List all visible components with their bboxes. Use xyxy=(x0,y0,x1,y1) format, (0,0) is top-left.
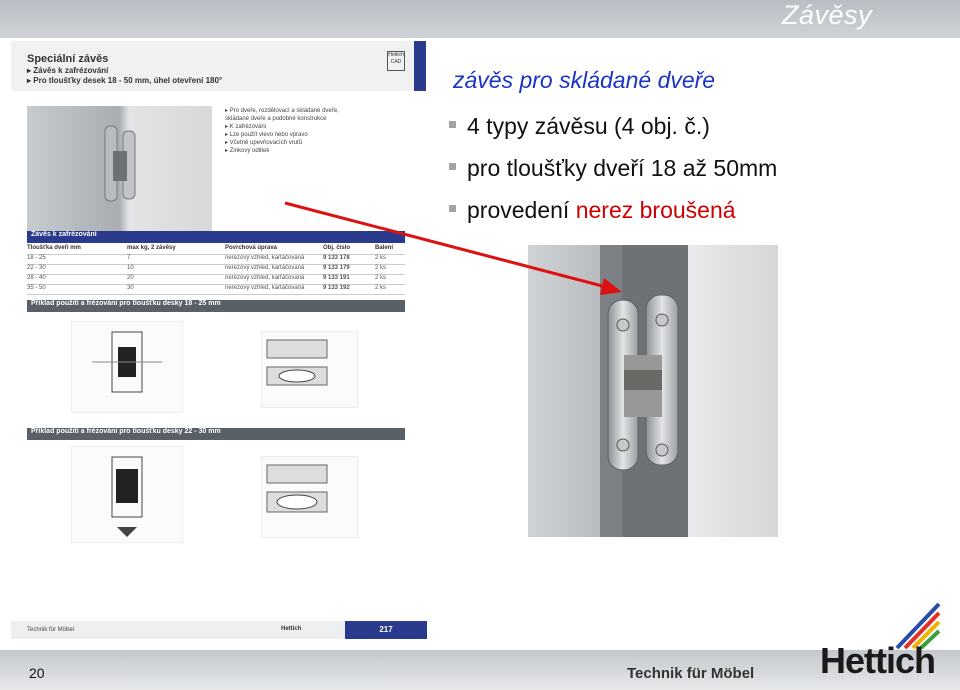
col-header: max kg, 2 závěsy xyxy=(127,245,176,251)
table-cell: 7 xyxy=(127,255,131,261)
table-cell: nerezový vzhled, kartáčovaná xyxy=(225,265,305,271)
description-line: ▸ Lze použít vlevo nebo vpravo xyxy=(225,132,308,138)
description-line: ▸ K zafrézování xyxy=(225,124,267,130)
slide-title: Závěsy xyxy=(781,0,872,30)
table-cell: 2 ks xyxy=(375,255,387,261)
brand-logo: Hettich xyxy=(820,640,936,681)
description-line: ▸ Včetně upevňovacích vrutů xyxy=(225,140,303,146)
section-header: Příklad použití a frézování pro tloušťku desky 18 - 25 mm xyxy=(27,300,405,312)
col-header: Povrchová úprava xyxy=(225,245,278,251)
catalog-page-number: 217 xyxy=(345,621,427,639)
bullet-item: 4 typy závěsu (4 obj. č.) xyxy=(447,105,777,147)
catalog-subtitle-1: ▸ Závěs k zafrézování xyxy=(27,66,109,75)
table-cell: 2 ks xyxy=(375,275,387,281)
description-line: ▸ Zinkový odlitek xyxy=(225,148,270,154)
catalog-subtitle-2: ▸ Pro tloušťky desek 18 - 50 mm, úhel otevření 180° xyxy=(27,76,223,85)
bullet-prefix: provedení xyxy=(467,197,576,223)
table-cell: nerezový vzhled, kartáčovaná xyxy=(225,255,305,261)
table-cell: 22 - 30 xyxy=(27,265,46,271)
slide-subtitle: závěs pro skládané dveře xyxy=(453,67,716,93)
description-line: ▸ Pro dveře, rozdělovací a skládané dveře, xyxy=(225,108,339,114)
table-cell: 35 - 50 xyxy=(27,285,46,291)
bullet-highlight: nerez broušená xyxy=(575,197,736,223)
table-cell: 9 133 178 xyxy=(323,255,350,261)
table-cell: nerezový vzhled, kartáčovaná xyxy=(225,285,305,291)
table-cell: 9 133 192 xyxy=(323,285,350,291)
table-cell: 2 ks xyxy=(375,265,387,271)
col-header: Balení xyxy=(375,245,394,251)
table-cell: 2 ks xyxy=(375,285,387,291)
bullet-item: pro tloušťky dveří 18 až 50mm xyxy=(447,147,777,189)
footer-bar xyxy=(0,650,960,690)
page-number: 20 xyxy=(29,665,45,681)
table-cell: 10 xyxy=(127,265,134,271)
table-cell: 9 133 191 xyxy=(323,275,350,281)
col-header: Obj. číslo xyxy=(323,245,351,251)
catalog-footer-logo: Hettich xyxy=(281,626,302,632)
table-title: Závěs k zafrézování xyxy=(27,231,405,243)
cad-badge: Hettich CAD xyxy=(387,51,405,71)
table-cell: 20 xyxy=(127,275,134,281)
table-cell: 30 xyxy=(127,285,134,291)
description-line: skládané dveře a podobné konstrukce xyxy=(225,116,327,122)
section-header: Příklad použití a frézování pro tloušťku desky 22 - 30 mm xyxy=(27,428,405,440)
catalog-title: Speciální závěs xyxy=(27,53,109,65)
col-header: Tloušťka dveří mm xyxy=(27,245,81,251)
footer-text: Technik für Möbel xyxy=(627,665,755,682)
table-cell: 9 133 179 xyxy=(323,265,350,271)
table-cell: 18 - 25 xyxy=(27,255,46,261)
catalog-footer-text: Technik für Möbel xyxy=(27,627,75,633)
table-cell: nerezový vzhled, kartáčovaná xyxy=(225,275,305,281)
table-cell: 28 - 40 xyxy=(27,275,46,281)
